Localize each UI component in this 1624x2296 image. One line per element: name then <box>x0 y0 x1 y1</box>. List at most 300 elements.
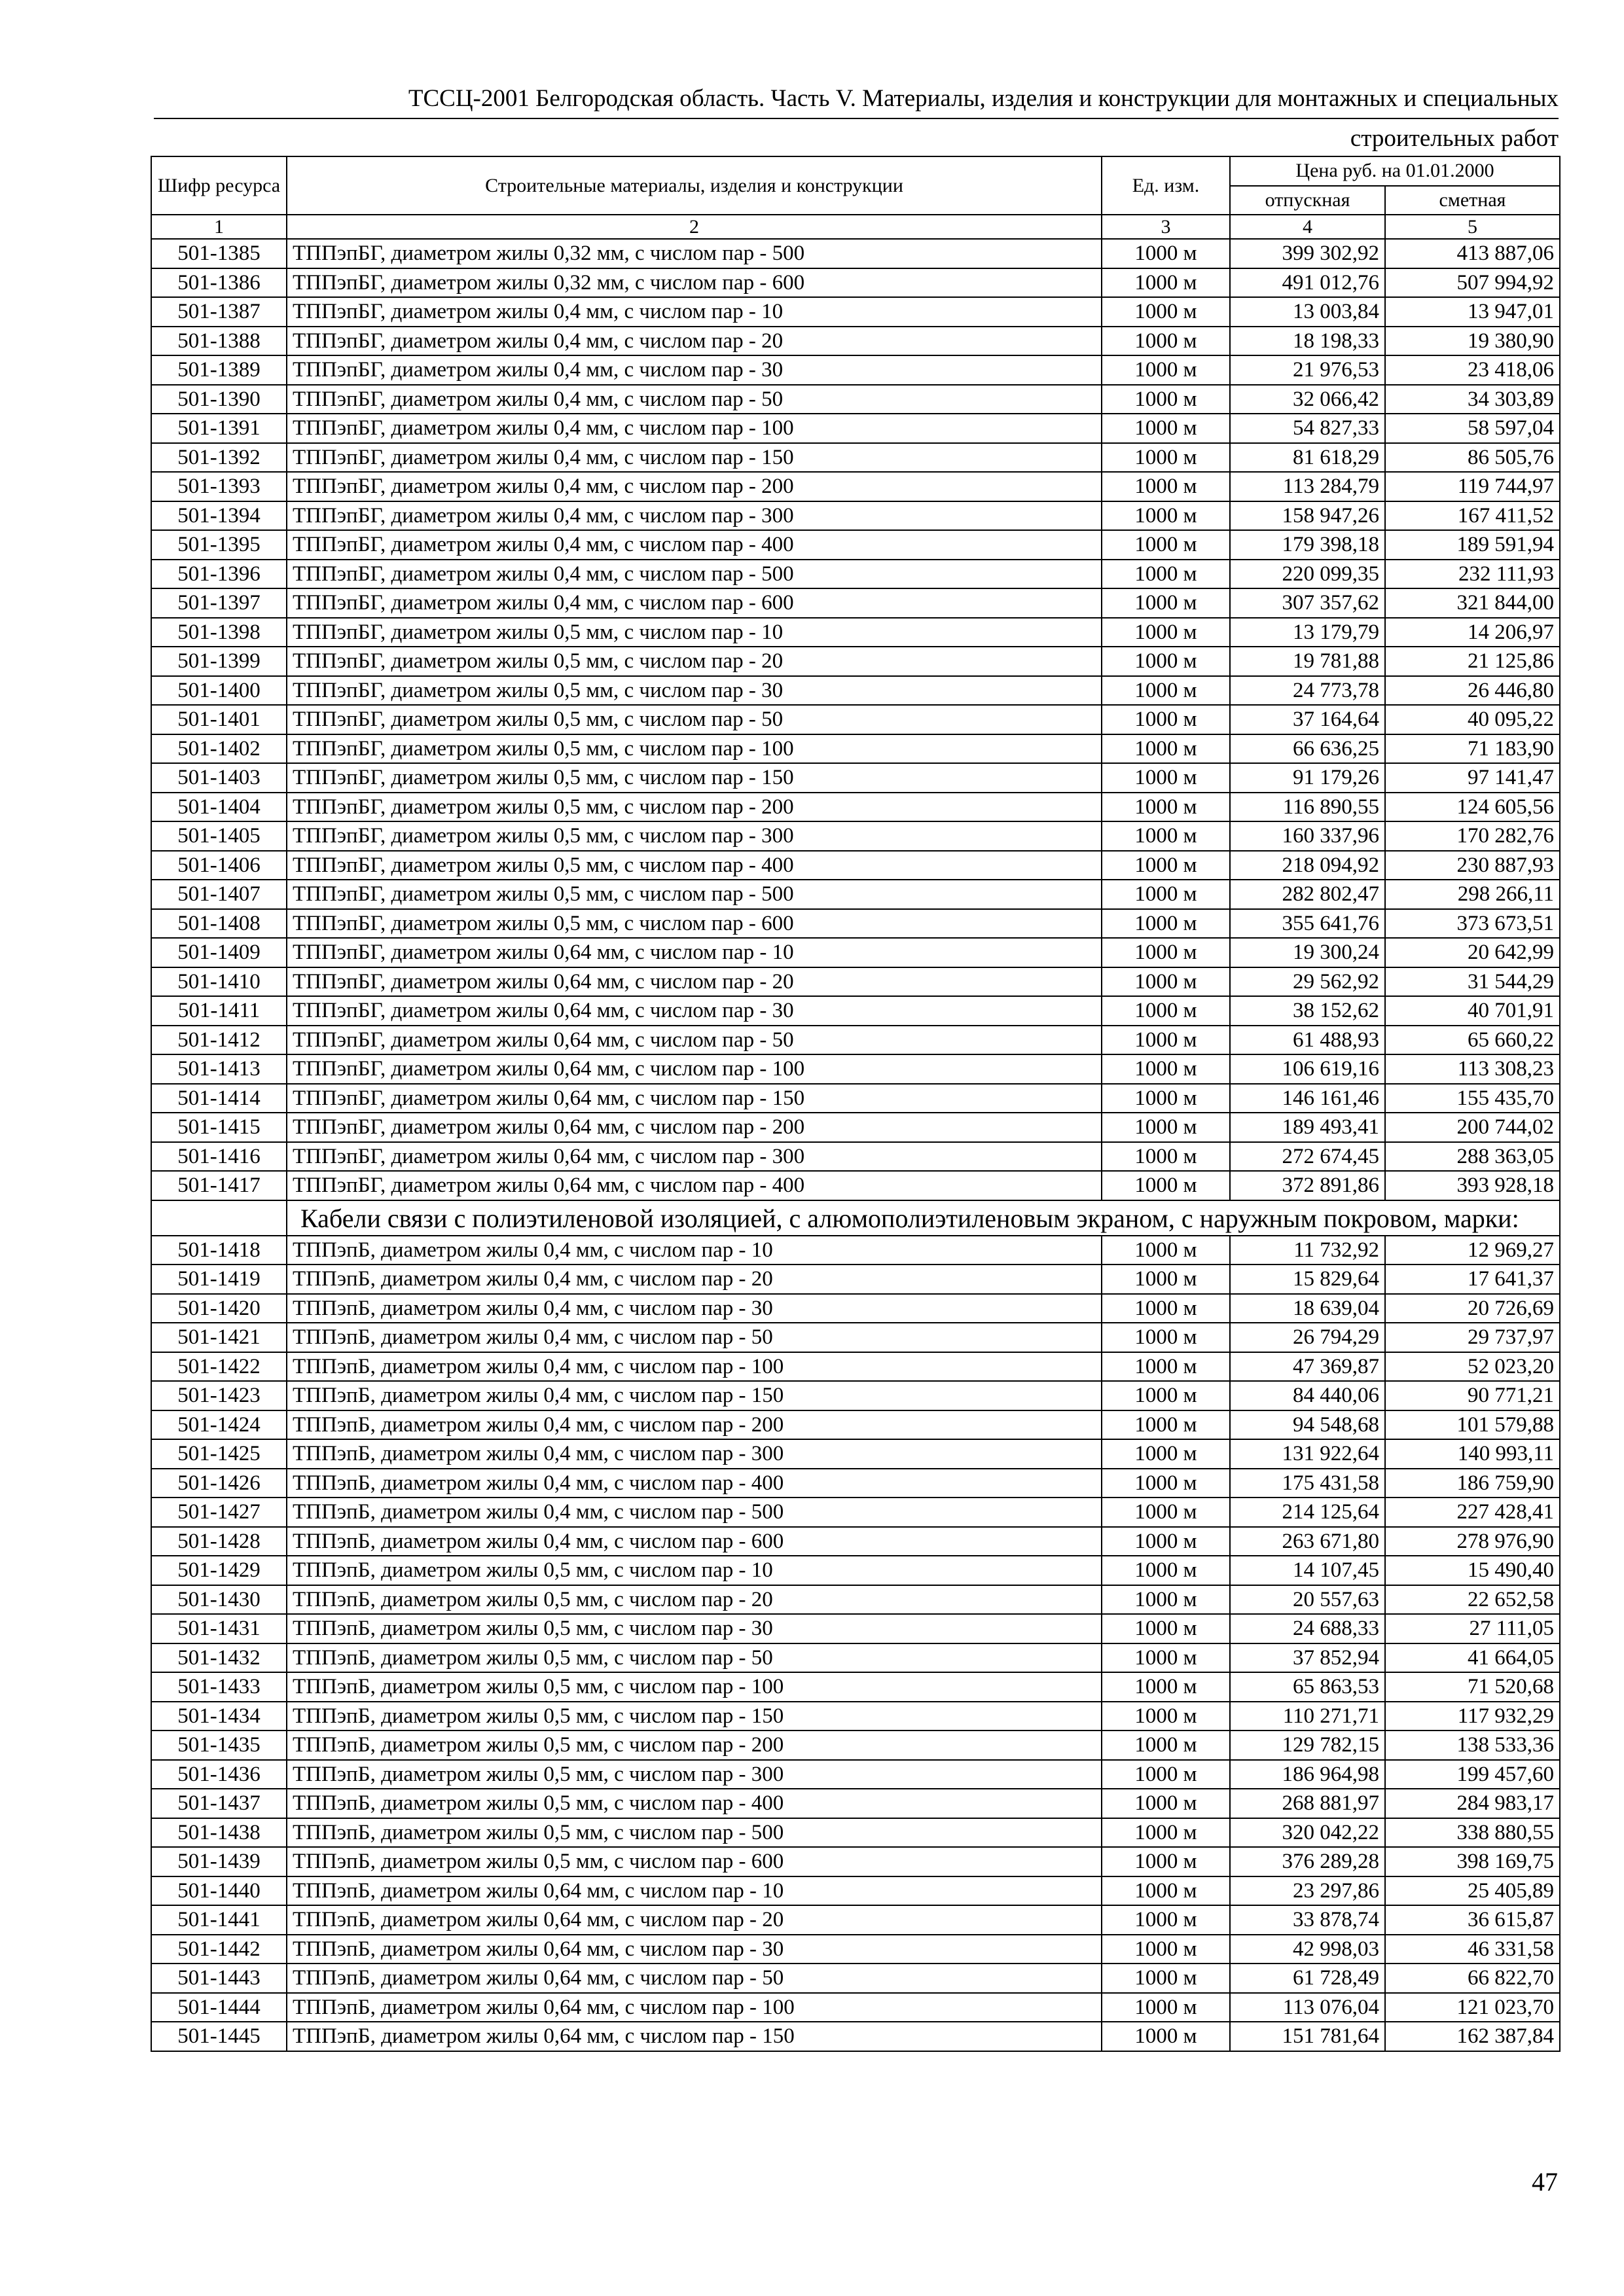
estimate-price: 338 880,55 <box>1385 1818 1560 1848</box>
material-name: ТППэпБГ, диаметром жилы 0,4 мм, с числом пар - 400 <box>287 530 1102 560</box>
unit: 1000 м <box>1102 588 1230 618</box>
release-price: 268 881,97 <box>1230 1789 1385 1818</box>
table-row <box>151 1439 1560 1469</box>
material-name: ТППэпБ, диаметром жилы 0,5 мм, с числом пар - 200 <box>287 1731 1102 1760</box>
estimate-price: 58 597,04 <box>1385 414 1560 443</box>
resource-code: 501-1397 <box>151 588 287 618</box>
table-row <box>151 472 1560 501</box>
material-name: ТППэпБ, диаметром жилы 0,4 мм, с числом пар - 600 <box>287 1527 1102 1556</box>
unit: 1000 м <box>1102 1084 1230 1113</box>
release-price: 186 964,98 <box>1230 1760 1385 1789</box>
resource-code: 501-1442 <box>151 1935 287 1964</box>
material-name: ТППэпБГ, диаметром жилы 0,64 мм, с числом пар - 150 <box>287 1084 1102 1113</box>
material-name: ТППэпБГ, диаметром жилы 0,5 мм, с числом пар - 30 <box>287 676 1102 706</box>
release-price: 23 297,86 <box>1230 1876 1385 1906</box>
table-row <box>151 618 1560 647</box>
material-name: ТППэпБГ, диаметром жилы 0,5 мм, с числом пар - 600 <box>287 909 1102 939</box>
unit: 1000 м <box>1102 1527 1230 1556</box>
unit: 1000 м <box>1102 1789 1230 1818</box>
estimate-price: 27 111,05 <box>1385 1614 1560 1643</box>
release-price: 33 878,74 <box>1230 1905 1385 1935</box>
material-name: ТППэпБ, диаметром жилы 0,4 мм, с числом пар - 300 <box>287 1439 1102 1469</box>
release-price: 91 179,26 <box>1230 763 1385 793</box>
material-name: ТППэпБ, диаметром жилы 0,5 мм, с числом пар - 600 <box>287 1847 1102 1876</box>
estimate-price: 162 387,84 <box>1385 2022 1560 2051</box>
material-name: ТППэпБГ, диаметром жилы 0,32 мм, с числом пар - 600 <box>287 268 1102 298</box>
table-row <box>151 734 1560 764</box>
release-price: 94 548,68 <box>1230 1410 1385 1440</box>
resource-code: 501-1432 <box>151 1643 287 1673</box>
table-row <box>151 647 1560 676</box>
estimate-price: 232 111,93 <box>1385 560 1560 589</box>
material-name: ТППэпБ, диаметром жилы 0,64 мм, с числом пар - 10 <box>287 1876 1102 1906</box>
estimate-price: 40 095,22 <box>1385 705 1560 734</box>
release-price: 47 369,87 <box>1230 1352 1385 1382</box>
resource-code: 501-1420 <box>151 1294 287 1323</box>
header-release-price: отпускная <box>1230 186 1385 215</box>
material-name: ТППэпБ, диаметром жилы 0,5 мм, с числом пар - 20 <box>287 1585 1102 1615</box>
unit: 1000 м <box>1102 385 1230 414</box>
estimate-price: 86 505,76 <box>1385 443 1560 473</box>
release-price: 37 852,94 <box>1230 1643 1385 1673</box>
unit: 1000 м <box>1102 1381 1230 1410</box>
resource-code: 501-1391 <box>151 414 287 443</box>
material-name: ТППэпБГ, диаметром жилы 0,4 мм, с числом пар - 500 <box>287 560 1102 589</box>
estimate-price: 41 664,05 <box>1385 1643 1560 1673</box>
table-row <box>151 1323 1560 1352</box>
unit: 1000 м <box>1102 443 1230 473</box>
release-price: 24 773,78 <box>1230 676 1385 706</box>
release-price: 84 440,06 <box>1230 1381 1385 1410</box>
estimate-price: 200 744,02 <box>1385 1113 1560 1142</box>
table-row <box>151 1760 1560 1789</box>
material-name: ТППэпБГ, диаметром жилы 0,5 мм, с числом пар - 300 <box>287 821 1102 851</box>
material-name: ТППэпБ, диаметром жилы 0,5 мм, с числом пар - 400 <box>287 1789 1102 1818</box>
table-row <box>151 793 1560 822</box>
release-price: 54 827,33 <box>1230 414 1385 443</box>
release-price: 29 562,92 <box>1230 967 1385 997</box>
estimate-price: 36 615,87 <box>1385 1905 1560 1935</box>
resource-code: 501-1425 <box>151 1439 287 1469</box>
header-name: Строительные материалы, изделия и конструкции <box>287 156 1102 215</box>
estimate-price: 12 969,27 <box>1385 1236 1560 1265</box>
unit: 1000 м <box>1102 2022 1230 2051</box>
table-row <box>151 705 1560 734</box>
estimate-price: 13 947,01 <box>1385 297 1560 327</box>
material-name: ТППэпБГ, диаметром жилы 0,4 мм, с числом пар - 600 <box>287 588 1102 618</box>
unit: 1000 м <box>1102 355 1230 385</box>
resource-code: 501-1408 <box>151 909 287 939</box>
table-row <box>151 327 1560 356</box>
table-row <box>151 1527 1560 1556</box>
estimate-price: 138 533,36 <box>1385 1731 1560 1760</box>
release-price: 272 674,45 <box>1230 1142 1385 1172</box>
estimate-price: 199 457,60 <box>1385 1760 1560 1789</box>
unit: 1000 м <box>1102 1469 1230 1498</box>
header-title-line1: ТССЦ-2001 Белгородская область. Часть V. Материалы, изделия и конструкции для монтажных и специальных <box>408 85 1559 112</box>
resource-code: 501-1395 <box>151 530 287 560</box>
table-row <box>151 1556 1560 1585</box>
resource-code: 501-1412 <box>151 1026 287 1055</box>
resource-code: 501-1385 <box>151 239 287 268</box>
estimate-price: 65 660,22 <box>1385 1026 1560 1055</box>
rows-before-section <box>151 239 1560 1200</box>
section-header-group <box>151 1200 1560 1236</box>
estimate-price: 46 331,58 <box>1385 1935 1560 1964</box>
unit: 1000 м <box>1102 821 1230 851</box>
release-price: 20 557,63 <box>1230 1585 1385 1615</box>
unit: 1000 м <box>1102 1323 1230 1352</box>
unit: 1000 м <box>1102 1410 1230 1440</box>
unit: 1000 м <box>1102 967 1230 997</box>
release-price: 19 781,88 <box>1230 647 1385 676</box>
estimate-price: 90 771,21 <box>1385 1381 1560 1410</box>
resource-code: 501-1389 <box>151 355 287 385</box>
resource-code: 501-1430 <box>151 1585 287 1615</box>
resource-code: 501-1399 <box>151 647 287 676</box>
table-row <box>151 1026 1560 1055</box>
resource-code: 501-1404 <box>151 793 287 822</box>
material-name: ТППэпБГ, диаметром жилы 0,4 мм, с числом пар - 100 <box>287 414 1102 443</box>
unit: 1000 м <box>1102 1236 1230 1265</box>
release-price: 355 641,76 <box>1230 909 1385 939</box>
unit: 1000 м <box>1102 1964 1230 1993</box>
resource-code: 501-1409 <box>151 938 287 967</box>
table-row <box>151 385 1560 414</box>
unit: 1000 м <box>1102 618 1230 647</box>
estimate-price: 26 446,80 <box>1385 676 1560 706</box>
release-price: 214 125,64 <box>1230 1498 1385 1527</box>
resource-code: 501-1439 <box>151 1847 287 1876</box>
table-row <box>151 1469 1560 1498</box>
table-row <box>151 1876 1560 1906</box>
release-price: 110 271,71 <box>1230 1702 1385 1731</box>
material-name: ТППэпБГ, диаметром жилы 0,5 мм, с числом пар - 10 <box>287 618 1102 647</box>
estimate-price: 155 435,70 <box>1385 1084 1560 1113</box>
release-price: 61 488,93 <box>1230 1026 1385 1055</box>
release-price: 491 012,76 <box>1230 268 1385 298</box>
table-row <box>151 763 1560 793</box>
release-price: 129 782,15 <box>1230 1731 1385 1760</box>
release-price: 376 289,28 <box>1230 1847 1385 1876</box>
estimate-price: 22 652,58 <box>1385 1585 1560 1615</box>
estimate-price: 413 887,06 <box>1385 239 1560 268</box>
column-number: 1 <box>151 215 287 239</box>
table-row <box>151 1265 1560 1294</box>
estimate-price: 29 737,97 <box>1385 1323 1560 1352</box>
estimate-price: 121 023,70 <box>1385 1993 1560 2022</box>
material-name: ТППэпБ, диаметром жилы 0,4 мм, с числом пар - 50 <box>287 1323 1102 1352</box>
unit: 1000 м <box>1102 1702 1230 1731</box>
unit: 1000 м <box>1102 1760 1230 1789</box>
estimate-price: 14 206,97 <box>1385 618 1560 647</box>
unit: 1000 м <box>1102 530 1230 560</box>
release-price: 19 300,24 <box>1230 938 1385 967</box>
estimate-price: 507 994,92 <box>1385 268 1560 298</box>
resource-code: 501-1417 <box>151 1171 287 1200</box>
estimate-price: 17 641,37 <box>1385 1265 1560 1294</box>
table-row <box>151 1498 1560 1527</box>
section-title: Кабели связи с полиэтиленовой изоляцией, с алюмополиэтиленовым экраном, с наружным покровом, марки: <box>287 1200 1560 1236</box>
table-row <box>151 996 1560 1026</box>
header-unit: Ед. изм. <box>1102 156 1230 215</box>
release-price: 307 357,62 <box>1230 588 1385 618</box>
table-row <box>151 1410 1560 1440</box>
estimate-price: 52 023,20 <box>1385 1352 1560 1382</box>
resource-code: 501-1403 <box>151 763 287 793</box>
unit: 1000 м <box>1102 1054 1230 1084</box>
release-price: 66 636,25 <box>1230 734 1385 764</box>
unit: 1000 м <box>1102 1113 1230 1142</box>
release-price: 151 781,64 <box>1230 2022 1385 2051</box>
material-name: ТППэпБГ, диаметром жилы 0,64 мм, с числом пар - 20 <box>287 967 1102 997</box>
table-row <box>151 1905 1560 1935</box>
estimate-price: 298 266,11 <box>1385 880 1560 909</box>
table-row <box>151 1731 1560 1760</box>
unit: 1000 м <box>1102 327 1230 356</box>
resource-code: 501-1429 <box>151 1556 287 1585</box>
table-row <box>151 1294 1560 1323</box>
release-price: 65 863,53 <box>1230 1672 1385 1702</box>
table-row <box>151 909 1560 939</box>
unit: 1000 м <box>1102 1142 1230 1172</box>
resource-code: 501-1401 <box>151 705 287 734</box>
estimate-price: 20 642,99 <box>1385 938 1560 967</box>
unit: 1000 м <box>1102 1294 1230 1323</box>
resource-code: 501-1407 <box>151 880 287 909</box>
material-name: ТППэпБ, диаметром жилы 0,64 мм, с числом пар - 20 <box>287 1905 1102 1935</box>
table-row <box>151 1381 1560 1410</box>
resource-code: 501-1424 <box>151 1410 287 1440</box>
resource-code: 501-1394 <box>151 501 287 531</box>
unit: 1000 м <box>1102 676 1230 706</box>
release-price: 42 998,03 <box>1230 1935 1385 1964</box>
release-price: 11 732,92 <box>1230 1236 1385 1265</box>
unit: 1000 м <box>1102 1171 1230 1200</box>
header-rule <box>154 118 1559 119</box>
table-row <box>151 560 1560 589</box>
estimate-price: 40 701,91 <box>1385 996 1560 1026</box>
table-row <box>151 938 1560 967</box>
unit: 1000 м <box>1102 1026 1230 1055</box>
release-price: 220 099,35 <box>1230 560 1385 589</box>
table-row <box>151 2022 1560 2051</box>
resource-code: 501-1411 <box>151 996 287 1026</box>
estimate-price: 140 993,11 <box>1385 1439 1560 1469</box>
estimate-price: 113 308,23 <box>1385 1054 1560 1084</box>
unit: 1000 м <box>1102 268 1230 298</box>
release-price: 179 398,18 <box>1230 530 1385 560</box>
material-name: ТППэпБГ, диаметром жилы 0,5 мм, с числом пар - 200 <box>287 793 1102 822</box>
estimate-price: 117 932,29 <box>1385 1702 1560 1731</box>
release-price: 38 152,62 <box>1230 996 1385 1026</box>
estimate-price: 124 605,56 <box>1385 793 1560 822</box>
estimate-price: 170 282,76 <box>1385 821 1560 851</box>
unit: 1000 м <box>1102 1876 1230 1906</box>
material-name: ТППэпБГ, диаметром жилы 0,64 мм, с числом пар - 400 <box>287 1171 1102 1200</box>
table-row <box>151 297 1560 327</box>
resource-code: 501-1406 <box>151 851 287 880</box>
table-row <box>151 1702 1560 1731</box>
material-name: ТППэпБГ, диаметром жилы 0,64 мм, с числом пар - 30 <box>287 996 1102 1026</box>
unit: 1000 м <box>1102 1643 1230 1673</box>
table-row <box>151 1236 1560 1265</box>
material-name: ТППэпБ, диаметром жилы 0,64 мм, с числом пар - 150 <box>287 2022 1102 2051</box>
estimate-price: 71 520,68 <box>1385 1672 1560 1702</box>
material-name: ТППэпБ, диаметром жилы 0,64 мм, с числом пар - 100 <box>287 1993 1102 2022</box>
estimate-price: 373 673,51 <box>1385 909 1560 939</box>
unit: 1000 м <box>1102 880 1230 909</box>
material-name: ТППэпБ, диаметром жилы 0,4 мм, с числом пар - 500 <box>287 1498 1102 1527</box>
table-row <box>151 1672 1560 1702</box>
material-name: ТППэпБГ, диаметром жилы 0,4 мм, с числом пар - 150 <box>287 443 1102 473</box>
table-row <box>151 1054 1560 1084</box>
unit: 1000 м <box>1102 763 1230 793</box>
unit: 1000 м <box>1102 1585 1230 1615</box>
table-row <box>151 501 1560 531</box>
table-row <box>151 1142 1560 1172</box>
material-name: ТППэпБ, диаметром жилы 0,5 мм, с числом пар - 100 <box>287 1672 1102 1702</box>
table-row <box>151 1847 1560 1876</box>
material-name: ТППэпБ, диаметром жилы 0,5 мм, с числом пар - 150 <box>287 1702 1102 1731</box>
table-row <box>151 588 1560 618</box>
unit: 1000 м <box>1102 996 1230 1026</box>
table-row <box>151 1585 1560 1615</box>
resource-code: 501-1405 <box>151 821 287 851</box>
estimate-price: 321 844,00 <box>1385 588 1560 618</box>
material-name: ТППэпБГ, диаметром жилы 0,4 мм, с числом пар - 30 <box>287 355 1102 385</box>
table-row <box>151 355 1560 385</box>
resource-code: 501-1444 <box>151 1993 287 2022</box>
material-name: ТППэпБ, диаметром жилы 0,64 мм, с числом пар - 50 <box>287 1964 1102 1993</box>
material-name: ТППэпБ, диаметром жилы 0,4 мм, с числом пар - 10 <box>287 1236 1102 1265</box>
resource-code: 501-1398 <box>151 618 287 647</box>
unit: 1000 м <box>1102 1818 1230 1848</box>
column-number: 4 <box>1230 215 1385 239</box>
estimate-price: 393 928,18 <box>1385 1171 1560 1200</box>
unit: 1000 м <box>1102 647 1230 676</box>
unit: 1000 м <box>1102 501 1230 531</box>
resource-code: 501-1422 <box>151 1352 287 1382</box>
release-price: 37 164,64 <box>1230 705 1385 734</box>
material-name: ТППэпБ, диаметром жилы 0,4 мм, с числом пар - 30 <box>287 1294 1102 1323</box>
unit: 1000 м <box>1102 560 1230 589</box>
estimate-price: 20 726,69 <box>1385 1294 1560 1323</box>
release-price: 218 094,92 <box>1230 851 1385 880</box>
table-row <box>151 1993 1560 2022</box>
estimate-price: 119 744,97 <box>1385 472 1560 501</box>
table-row <box>151 821 1560 851</box>
material-name: ТППэпБ, диаметром жилы 0,4 мм, с числом пар - 100 <box>287 1352 1102 1382</box>
header-price: Цена руб. на 01.01.2000 <box>1230 156 1560 186</box>
estimate-price: 66 822,70 <box>1385 1964 1560 1993</box>
material-name: ТППэпБ, диаметром жилы 0,5 мм, с числом пар - 10 <box>287 1556 1102 1585</box>
release-price: 15 829,64 <box>1230 1265 1385 1294</box>
material-name: ТППэпБ, диаметром жилы 0,64 мм, с числом пар - 30 <box>287 1935 1102 1964</box>
resource-code: 501-1392 <box>151 443 287 473</box>
estimate-price: 15 490,40 <box>1385 1556 1560 1585</box>
resource-code: 501-1415 <box>151 1113 287 1142</box>
resource-code: 501-1421 <box>151 1323 287 1352</box>
rows-after-section <box>151 1236 1560 2051</box>
section-empty-cell <box>151 1200 287 1236</box>
estimate-price: 189 591,94 <box>1385 530 1560 560</box>
unit: 1000 м <box>1102 1905 1230 1935</box>
table-row <box>151 268 1560 298</box>
resource-code: 501-1440 <box>151 1876 287 1906</box>
resource-code: 501-1388 <box>151 327 287 356</box>
unit: 1000 м <box>1102 909 1230 939</box>
material-name: ТППэпБГ, диаметром жилы 0,5 мм, с числом пар - 100 <box>287 734 1102 764</box>
material-name: ТППэпБГ, диаметром жилы 0,4 мм, с числом пар - 50 <box>287 385 1102 414</box>
unit: 1000 м <box>1102 1556 1230 1585</box>
table-row <box>151 1964 1560 1993</box>
release-price: 61 728,49 <box>1230 1964 1385 1993</box>
release-price: 13 003,84 <box>1230 297 1385 327</box>
estimate-price: 21 125,86 <box>1385 647 1560 676</box>
resource-code: 501-1390 <box>151 385 287 414</box>
resource-code: 501-1413 <box>151 1054 287 1084</box>
release-price: 320 042,22 <box>1230 1818 1385 1848</box>
resource-code: 501-1428 <box>151 1527 287 1556</box>
resource-code: 501-1387 <box>151 297 287 327</box>
unit: 1000 м <box>1102 1731 1230 1760</box>
estimate-price: 23 418,06 <box>1385 355 1560 385</box>
table-header <box>151 156 1560 239</box>
resource-code: 501-1426 <box>151 1469 287 1498</box>
release-price: 32 066,42 <box>1230 385 1385 414</box>
column-number: 2 <box>287 215 1102 239</box>
page-header <box>154 82 1559 155</box>
unit: 1000 м <box>1102 1265 1230 1294</box>
column-number: 5 <box>1385 215 1560 239</box>
estimate-price: 167 411,52 <box>1385 501 1560 531</box>
material-name: ТППэпБГ, диаметром жилы 0,4 мм, с числом пар - 20 <box>287 327 1102 356</box>
unit: 1000 м <box>1102 297 1230 327</box>
material-name: ТППэпБГ, диаметром жилы 0,32 мм, с числом пар - 500 <box>287 239 1102 268</box>
section-header-row <box>151 1200 1560 1236</box>
unit: 1000 м <box>1102 239 1230 268</box>
table-row <box>151 1171 1560 1200</box>
release-price: 14 107,45 <box>1230 1556 1385 1585</box>
release-price: 146 161,46 <box>1230 1084 1385 1113</box>
resource-code: 501-1438 <box>151 1818 287 1848</box>
resource-code: 501-1437 <box>151 1789 287 1818</box>
unit: 1000 м <box>1102 1935 1230 1964</box>
resource-code: 501-1423 <box>151 1381 287 1410</box>
unit: 1000 м <box>1102 938 1230 967</box>
unit: 1000 м <box>1102 472 1230 501</box>
estimate-price: 34 303,89 <box>1385 385 1560 414</box>
material-name: ТППэпБ, диаметром жилы 0,5 мм, с числом пар - 50 <box>287 1643 1102 1673</box>
resource-code: 501-1414 <box>151 1084 287 1113</box>
release-price: 81 618,29 <box>1230 443 1385 473</box>
release-price: 399 302,92 <box>1230 239 1385 268</box>
estimate-price: 288 363,05 <box>1385 1142 1560 1172</box>
release-price: 158 947,26 <box>1230 501 1385 531</box>
column-number-row <box>151 215 1560 239</box>
table-row <box>151 1614 1560 1643</box>
release-price: 26 794,29 <box>1230 1323 1385 1352</box>
table-row <box>151 443 1560 473</box>
resource-code: 501-1416 <box>151 1142 287 1172</box>
material-name: ТППэпБ, диаметром жилы 0,5 мм, с числом пар - 30 <box>287 1614 1102 1643</box>
estimate-price: 284 983,17 <box>1385 1789 1560 1818</box>
release-price: 116 890,55 <box>1230 793 1385 822</box>
estimate-price: 398 169,75 <box>1385 1847 1560 1876</box>
release-price: 282 802,47 <box>1230 880 1385 909</box>
material-name: ТППэпБГ, диаметром жилы 0,4 мм, с числом пар - 10 <box>287 297 1102 327</box>
